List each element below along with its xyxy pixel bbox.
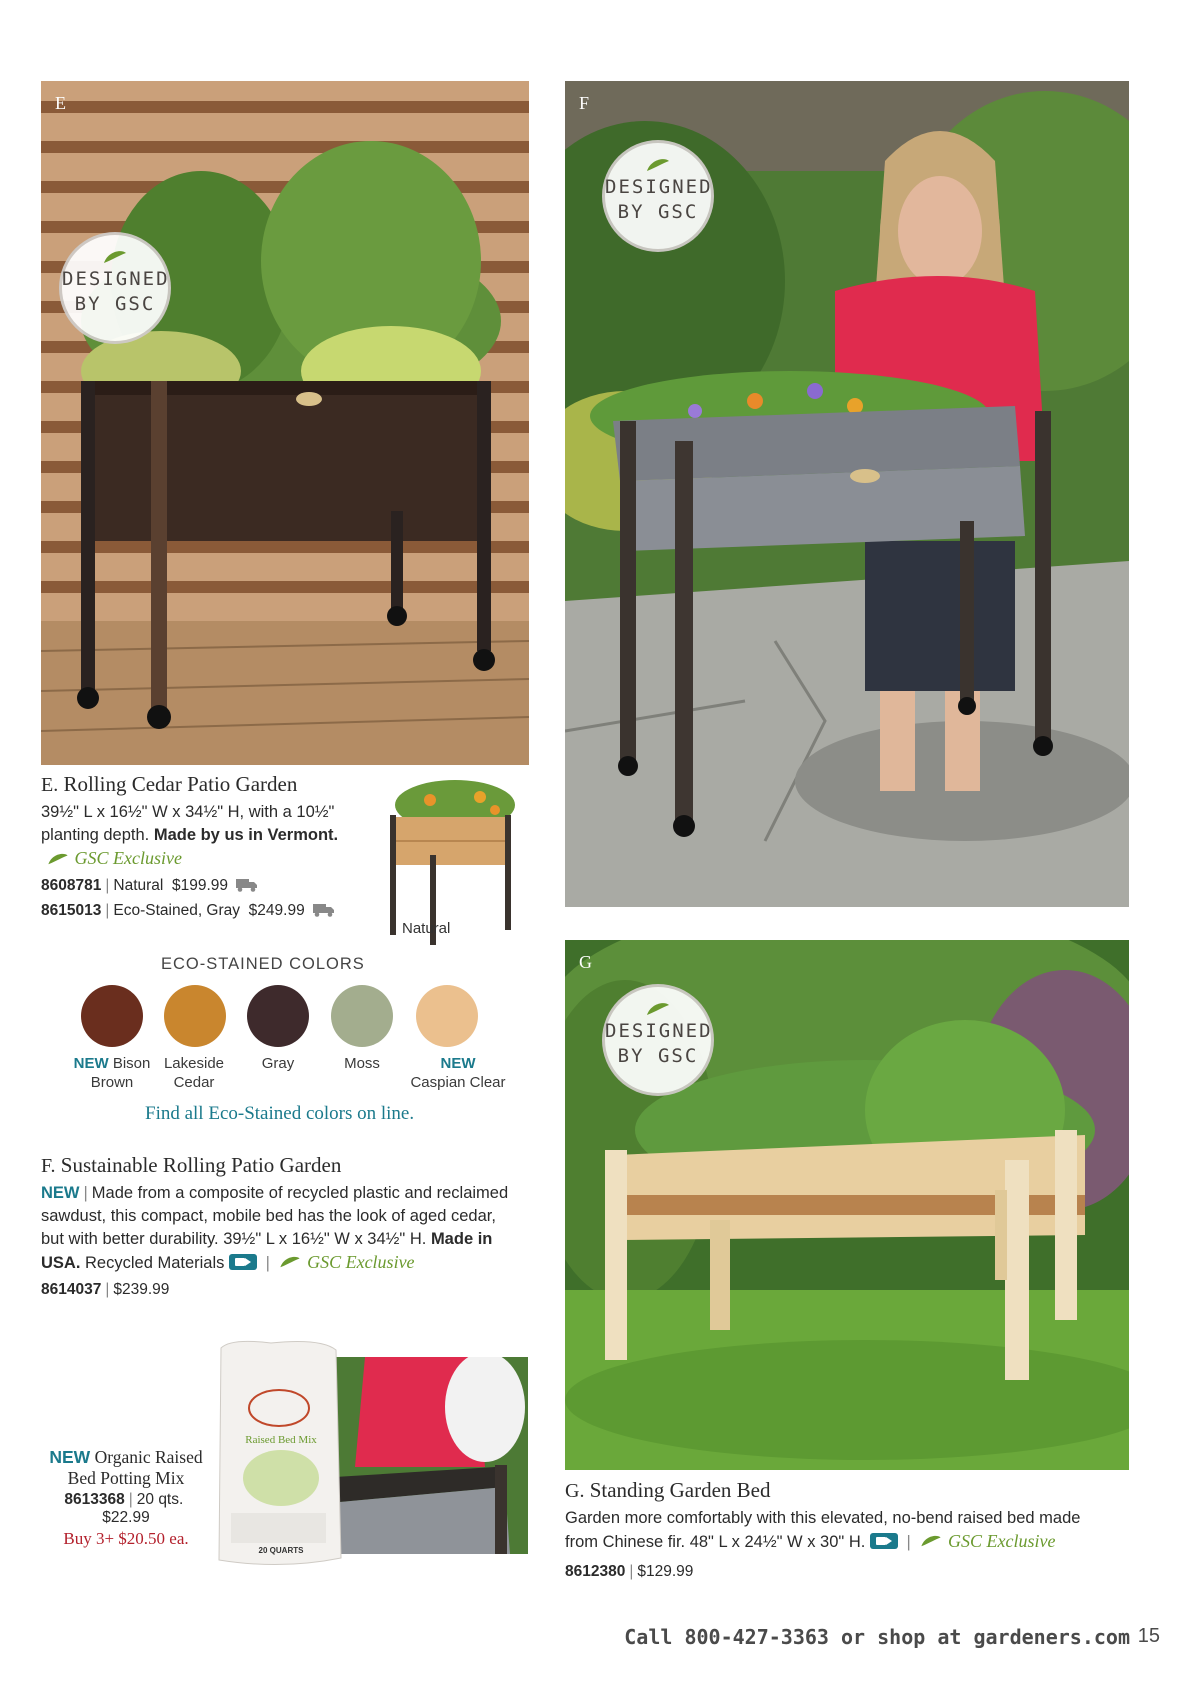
footer-contact: Call 800-427-3363 or shop at gardeners.com: [624, 1625, 1130, 1649]
potting-mix-deal: Buy 3+ $20.50 ea.: [63, 1529, 189, 1548]
product-f-description: NEW | Made from a composite of recycled plastic and reclaimed sawdust, this compact, mobile bed has the look of aged cedar, but with better durability. 39½" L x 16½" W x 34½" H. Made in USA. Recycled Materials | GSC Exclusive: [41, 1184, 509, 1272]
product-e-description: 39½" L x 16½" W x 34½" H, with a 10½" planting depth. Made by us in Vermont.: [41, 803, 339, 844]
designed-by-gsc-badge-g: DESIGNED BY GSC: [602, 984, 714, 1096]
bag-quantity: 20 QUARTS: [258, 1546, 304, 1555]
swatch-label-lakeside-cedar: Lakeside Cedar: [163, 1055, 225, 1091]
photo-potting-mix-pour: [335, 1357, 528, 1554]
photo-rolling-cedar-patio-garden: [41, 81, 529, 765]
product-g-title: G. Standing Garden Bed: [565, 1478, 771, 1502]
bag-label: Raised Bed Mix: [245, 1434, 317, 1446]
product-e-title: E. Rolling Cedar Patio Garden: [41, 772, 298, 796]
product-g-sku: 8612380 | $129.99: [565, 1563, 694, 1580]
product-f-title: F. Sustainable Rolling Patio Garden: [41, 1153, 342, 1177]
photo-letter-g: G: [579, 952, 592, 972]
product-e-sku-eco-stained-gray: 8615013 | Eco-Stained, Gray $249.99: [41, 902, 335, 920]
leaf-icon: [102, 249, 128, 265]
video-camera-icon[interactable]: [229, 1254, 257, 1270]
product-g-description: Garden more comfortably with this elevated, no-bend raised bed made from Chinese fir. 48" L x 24½" W x 30" H. | GSC Exclusive: [565, 1509, 1081, 1551]
leaf-icon: [645, 1001, 671, 1017]
swatch-label-caspian-clear: NEW Caspian Clear: [410, 1055, 506, 1091]
swatch-caspian-clear[interactable]: [416, 985, 478, 1047]
swatch-moss[interactable]: [331, 985, 393, 1047]
product-e-sku-natural: 8608781 | Natural $199.99: [41, 877, 258, 895]
designed-by-gsc-badge-f: DESIGNED BY GSC: [602, 140, 714, 252]
leaf-icon: [46, 852, 70, 866]
leaf-icon: [919, 1534, 943, 1548]
photo-letter-e: E: [55, 93, 66, 113]
potting-mix-info: NEW Organic Raised Bed Potting Mix 8613368 | 20 qts. $22.99 Buy 3+ $20.50 ea.: [41, 1447, 211, 1549]
leaf-icon: [278, 1255, 302, 1269]
swatch-label-bison-brown: NEW Bison Brown: [73, 1055, 151, 1091]
swatch-label-moss: Moss: [344, 1055, 380, 1072]
page-number: 15: [1137, 1625, 1160, 1647]
photo-letter-f: F: [579, 93, 590, 113]
potting-mix-bag: [211, 1338, 346, 1568]
truck-icon: [236, 878, 258, 892]
swatch-label-gray: Gray: [261, 1055, 295, 1072]
thumb-caption: Natural: [402, 920, 451, 937]
swatch-bison-brown[interactable]: [81, 985, 143, 1047]
product-f-sku: 8614037 | $239.99: [41, 1281, 170, 1298]
swatch-gray[interactable]: [247, 985, 309, 1047]
swatch-lakeside-cedar[interactable]: [164, 985, 226, 1047]
leaf-icon: [645, 157, 671, 173]
eco-colors-link[interactable]: Find all Eco-Stained colors on line.: [145, 1103, 415, 1124]
eco-colors-heading: ECO-STAINED COLORS: [161, 955, 365, 973]
product-e-exclusive: GSC Exclusive: [46, 848, 182, 869]
designed-by-gsc-badge-e: DESIGNED BY GSC: [59, 232, 171, 344]
video-camera-icon[interactable]: [870, 1533, 898, 1549]
truck-icon: [313, 903, 335, 917]
